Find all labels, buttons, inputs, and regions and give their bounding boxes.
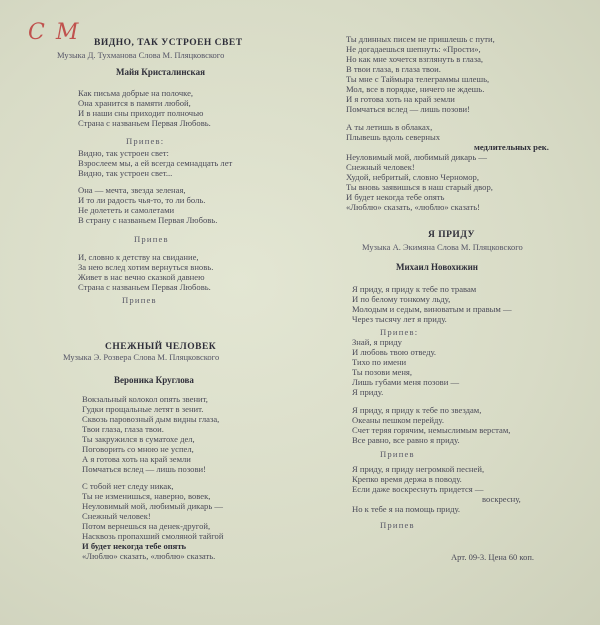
lyric-line: И в наши сны приходит полночью <box>78 108 204 118</box>
lyric-line: И будет некогда тебе опять <box>346 192 445 202</box>
lyric-line: В страну с названьем Первая Любовь. <box>78 215 218 225</box>
refrain-label: Припев: <box>380 327 419 337</box>
lyric-line: Страна с названьем Первая Любовь. <box>78 118 211 128</box>
lyric-line: Потом вернешься на денек-другой, <box>82 521 211 531</box>
lyric-line: Я приду. <box>352 387 384 397</box>
refrain-label: Припев <box>122 295 157 305</box>
refrain-label: Припев <box>134 234 169 244</box>
lyric-line: Сквозь паровозный дым видны глаза, <box>82 414 220 424</box>
lyric-line: Неуловимый мой, любимый дикарь — <box>346 152 487 162</box>
lyric-line: Океаны пешком перейду. <box>352 415 444 425</box>
catalog-price: Арт. 09-3. Цена 60 коп. <box>451 552 535 562</box>
lyric-line: Как письма добрые на полочке, <box>78 88 194 98</box>
lyric-line: Снежный человек! <box>346 162 415 172</box>
lyric-line: Ты позови меня, <box>352 367 413 377</box>
song-credits: Музыка А. Экимяна Слова М. Пляцковского <box>362 242 523 252</box>
lyric-line: С тобой нет следу никак, <box>82 481 174 491</box>
lyric-line: Если даже воскреснуть придется — <box>352 484 484 494</box>
lyric-line: Не долететь и самолетами <box>78 205 175 215</box>
lyric-line: И я готова хоть на край земли <box>346 94 455 104</box>
refrain-label: Припев <box>380 520 415 530</box>
lyric-line: «Люблю» сказать, «люблю» сказать. <box>82 551 216 561</box>
song-title: ВИДНО, ТАК УСТРОЕН СВЕТ <box>94 38 243 48</box>
lyric-line: И то ли радость чья-то, то ли боль. <box>78 195 206 205</box>
lyric-line: Ты длинных писем не пришлешь с пути, <box>346 34 495 44</box>
refrain-label: Припев: <box>126 136 165 146</box>
song-title: СНЕЖНЫЙ ЧЕЛОВЕК <box>105 342 217 352</box>
lyric-line: Вокзальный колокол опять звенит, <box>82 394 208 404</box>
lyric-line: Живет в нас вечно сказкой давнею <box>78 272 205 282</box>
lyric-line: медлительных рек. <box>474 142 549 152</box>
lyric-line: Ты вновь заявишься в наш старый двор, <box>346 182 493 192</box>
lyric-line: Но как мне хочется взглянуть в глаза, <box>346 54 484 64</box>
lyric-line: Все равно, все равно я приду. <box>352 435 460 445</box>
lyric-line: И любовь твою отведу. <box>352 347 437 357</box>
lyric-line: Видно, так устроен свет: <box>78 148 169 158</box>
lyric-line: И будет некогда тебе опять <box>82 541 187 551</box>
lyric-line: Она хранится в памяти любой, <box>78 98 191 108</box>
lyric-line: Я приду, я приду к тебе по травам <box>352 284 477 294</box>
lyric-line: Я приду, я приду к тебе по звездам, <box>352 405 482 415</box>
lyric-line: Мол, все в порядке, ничего не ждешь. <box>346 84 485 94</box>
lyric-line: Ты мне с Таймыра телеграммы шлешь, <box>346 74 490 84</box>
lyric-line: Через тысячу лет я приду. <box>352 314 447 324</box>
lyric-line: Тихо по имени <box>352 357 407 367</box>
lyric-line: И, словно к детству на свидание, <box>78 252 199 262</box>
lyric-line: Поговорить со мною не успел, <box>82 444 194 454</box>
lyric-line: Плывешь вдоль северных <box>346 132 441 142</box>
lyric-line: За нею вслед хотим вернуться вновь. <box>78 262 214 272</box>
lyric-line: Помчаться вслед — лишь позови! <box>82 464 206 474</box>
lyric-line: Я приду, я приду негромкой песней, <box>352 464 485 474</box>
lyric-line: Лишь губами меня позови — <box>352 377 460 387</box>
lyric-line: Крепко время держа в поводу. <box>352 474 462 484</box>
lyric-line: Твои глаза, глаза твои. <box>82 424 164 434</box>
lyric-line: Счет теряя горячим, немыслимым верстам, <box>352 425 511 435</box>
lyric-line: Насквозь пропахший смоляной тайгой <box>82 531 224 541</box>
lyric-line: А ты летишь в облаках, <box>346 122 433 132</box>
lyric-line: Взрослеем мы, а ей всегда семнадцать лет <box>78 158 233 168</box>
lyric-line: Страна с названьем Первая Любовь. <box>78 282 211 292</box>
lyric-line: Ты закружился в суматохе дел, <box>82 434 195 444</box>
lyric-line: И по белому тонкому льду, <box>352 294 451 304</box>
lyric-line: Но к тебе я на помощь приду. <box>352 504 461 514</box>
lyric-line: «Люблю» сказать, «люблю» сказать! <box>346 202 481 212</box>
song-credits: Музыка Э. Розвера Слова М. Пляцковского <box>63 352 220 362</box>
lyric-line: Видно, так устроен свет... <box>78 168 173 178</box>
lyric-line: А я готова хоть на край земли <box>82 454 191 464</box>
lyric-line: Знай, я приду <box>352 337 402 347</box>
lyric-line: воскресну, <box>482 494 521 504</box>
lyric-line: Не догадаешься шепнуть: «Прости», <box>346 44 481 54</box>
lyric-line: Снежный человек! <box>82 511 151 521</box>
singer-name: Майя Кристалинская <box>116 67 205 77</box>
lyric-line: Она — мечта, звезда зеленая, <box>78 185 186 195</box>
lyric-line: Неуловимый мой, любимый дикарь — <box>82 501 223 511</box>
refrain-label: Припев <box>380 449 415 459</box>
song-credits: Музыка Д. Тухманова Слова М. Пляцковского <box>57 50 225 60</box>
song-title: Я ПРИДУ <box>428 230 475 240</box>
singer-name: Вероника Круглова <box>114 375 194 385</box>
lyric-line: В твои глаза, в глаза твои. <box>346 64 441 74</box>
lyric-line: Гудки прощальные летят в зенит. <box>82 404 204 414</box>
singer-name: Михаил Новохижин <box>396 262 478 272</box>
lyric-line: Помчаться вслед — лишь позови! <box>346 104 470 114</box>
lyric-line: Молодым и седым, виноватым и правым — <box>352 304 512 314</box>
handwritten-mark: С М <box>28 20 81 45</box>
lyric-line: Ты не изменишься, наверно, вовек, <box>82 491 211 501</box>
lyric-line: Худой, небритый, словно Черномор, <box>346 172 479 182</box>
